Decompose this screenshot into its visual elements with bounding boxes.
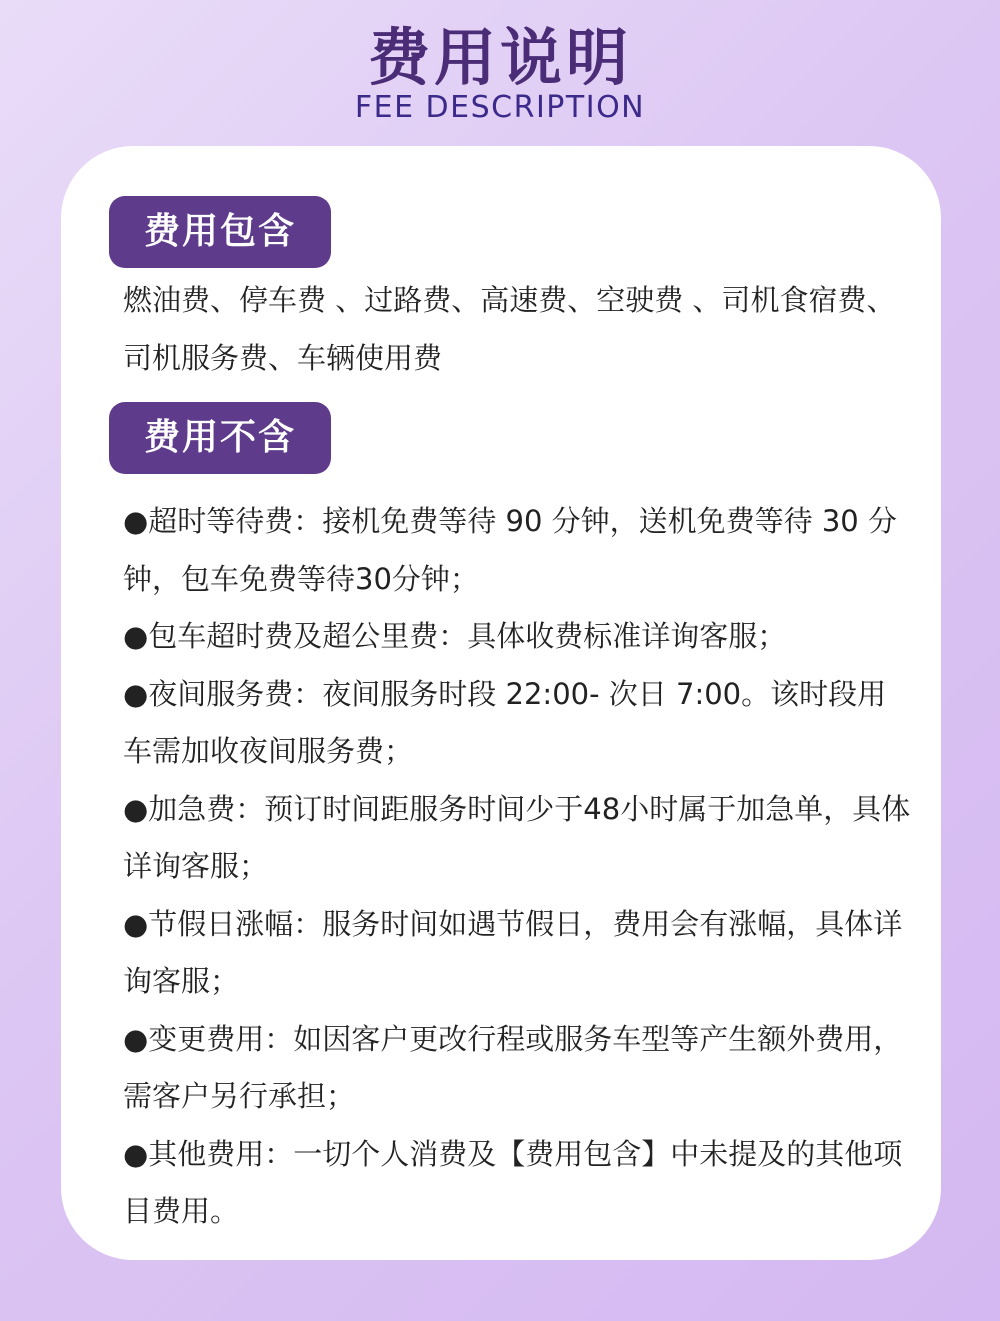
page-title: 费用说明 (367, 21, 632, 94)
excluded-list (123, 493, 913, 1241)
excluded-item-change: ●变更费用：如因客户更改行程或服务车型等产生额外费用，需客户另行承担； (123, 1021, 903, 1113)
excluded-item-night-service: ●夜间服务费：夜间服务时段 22:00- 次日 7:00。该时段用车需加收夜间服务费； (123, 676, 887, 768)
page-subtitle: FEE DESCRIPTION (354, 90, 646, 125)
excluded-item-overtime-waiting: ●超时等待费：接机免费等待 90 分钟，送机免费等待 30 分钟，包车免费等待30分钟； (123, 504, 897, 596)
excluded-badge: 费用不含 (109, 402, 331, 474)
excluded-item-other: ●其他费用：一切个人消费及【费用包含】中未提及的其他项目费用。 (123, 1136, 903, 1228)
excluded-item-urgent: ●加急费：预订时间距服务时间少于48小时属于加急单，具体详询客服； (123, 791, 911, 883)
included-text: 燃油费、停车费 、过路费、高速费、空驶费 、司机食宿费、司机服务费、车辆使用费 (123, 283, 896, 375)
fee-card (61, 146, 941, 1260)
included-badge: 费用包含 (109, 196, 331, 268)
page-header (0, 20, 1000, 124)
excluded-item-holiday: ●节假日涨幅：服务时间如遇节假日，费用会有涨幅，具体详询客服； (123, 906, 903, 998)
excluded-item-charter-overtime: ●包车超时费及超公里费：具体收费标准详询客服； (123, 619, 787, 653)
